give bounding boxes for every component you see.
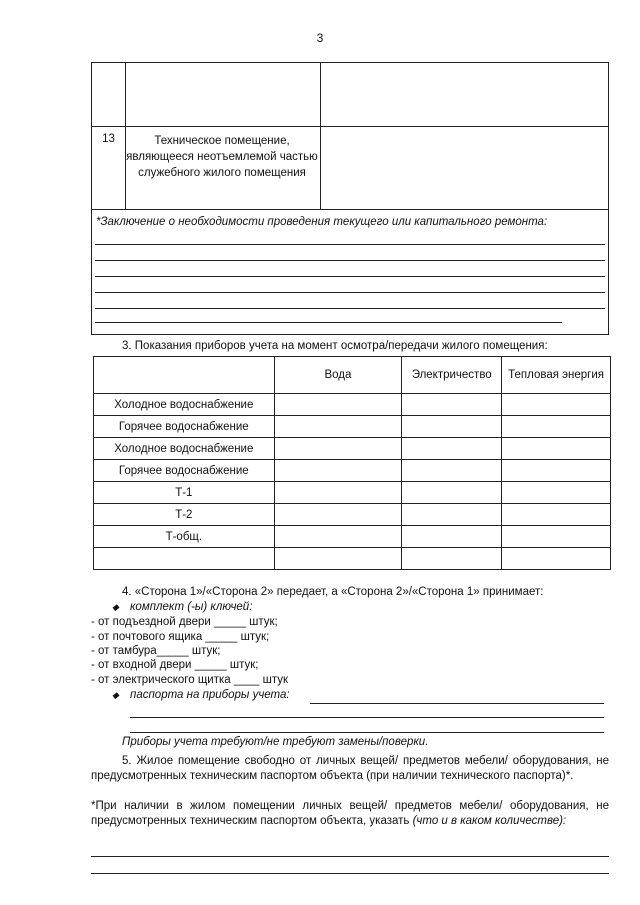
meter-electricity-cell[interactable]	[402, 526, 502, 548]
passports-line[interactable]	[130, 717, 604, 718]
meter-water-cell[interactable]	[274, 438, 402, 460]
key-item: - от тамбура_____ штук;	[91, 645, 221, 657]
conclusion-line[interactable]	[95, 276, 605, 277]
table-row	[94, 482, 611, 504]
meters-table	[93, 356, 611, 570]
conclusion-line[interactable]	[95, 260, 605, 261]
section-5-text: 5. Жилое помещение свободно от личных вещей/ предметов мебели/ оборудования, не предусмотренных техническим паспортом объекта (при наличии технического паспорта)*.	[91, 755, 609, 782]
conclusion-label: *Заключение о необходимости проведения текущего или капитального ремонта:	[96, 216, 548, 228]
meters-header-water: Вода	[274, 357, 402, 394]
meter-water-cell[interactable]	[274, 482, 402, 504]
page-number: 3	[316, 31, 324, 45]
passports-line[interactable]	[310, 703, 604, 704]
conclusion-box	[91, 210, 609, 335]
section-5-note-italic: (что и в каком количестве):	[412, 815, 567, 827]
key-item: - от входной двери _____ штук;	[91, 659, 259, 671]
meter-heat-cell[interactable]	[502, 438, 611, 460]
keys-label-row	[112, 601, 252, 613]
table-row	[94, 548, 611, 570]
meter-electricity-cell[interactable]	[402, 482, 502, 504]
section-5-line[interactable]	[91, 873, 609, 874]
room-number-cell: 13	[102, 133, 115, 145]
meter-electricity-cell[interactable]	[402, 504, 502, 526]
meter-water-cell[interactable]	[274, 526, 402, 548]
rooms-table	[91, 62, 609, 210]
table-row	[94, 416, 611, 438]
table-row	[94, 526, 611, 548]
meter-heat-cell[interactable]	[502, 526, 611, 548]
section-5-line[interactable]	[91, 856, 609, 857]
meter-heat-cell[interactable]	[502, 394, 611, 416]
keys-label: комплект (-ы) ключей:	[130, 601, 253, 613]
conclusion-line[interactable]	[95, 292, 605, 293]
meter-water-cell[interactable]	[274, 394, 402, 416]
section-5-note-text: *При наличии в жилом помещении личных вещей/ предметов мебели/ оборудования, не предусмотренных техническим паспортом объекта, указать	[91, 800, 609, 827]
passports-line[interactable]	[130, 732, 604, 733]
passports-label-row	[112, 689, 290, 701]
table-row	[94, 394, 611, 416]
rooms-table-row-divider	[92, 126, 608, 127]
meter-heat-cell[interactable]	[502, 460, 611, 482]
section-5-note	[91, 799, 609, 829]
section-4-title: 4. «Сторона 1»/«Сторона 2» передает, а «Сторона 2»/«Сторона 1» принимает:	[122, 586, 544, 598]
meter-electricity-cell[interactable]	[402, 460, 502, 482]
diamond-bullet-icon: ◆	[112, 690, 119, 700]
table-row	[94, 460, 611, 482]
conclusion-line[interactable]	[95, 322, 562, 323]
meter-heat-cell[interactable]	[502, 416, 611, 438]
key-item: - от подъездной двери _____ штук;	[91, 616, 278, 628]
meter-electricity-cell[interactable]	[402, 438, 502, 460]
meter-water-cell[interactable]	[274, 548, 402, 570]
meter-heat-cell[interactable]	[502, 548, 611, 570]
meters-header-electricity: Электричество	[402, 357, 502, 394]
meters-header-row	[94, 357, 611, 394]
conclusion-line[interactable]	[95, 244, 605, 245]
meter-row-label: Т-1	[94, 482, 275, 504]
room-name-cell: Техническое помещение, являющееся неотъемлемой частью служебного жилого помещения	[126, 135, 318, 179]
meter-water-cell[interactable]	[274, 504, 402, 526]
rooms-table-divider	[320, 63, 321, 209]
meter-electricity-cell[interactable]	[402, 394, 502, 416]
meter-row-label: Т-2	[94, 504, 275, 526]
meter-electricity-cell[interactable]	[402, 548, 502, 570]
meter-heat-cell[interactable]	[502, 504, 611, 526]
meters-header-heat: Тепловая энергия	[502, 357, 611, 394]
meter-row-label: Горячее водоснабжение	[94, 416, 275, 438]
meter-row-label: Т-общ.	[94, 526, 275, 548]
table-row	[94, 504, 611, 526]
diamond-bullet-icon: ◆	[112, 602, 119, 612]
conclusion-line[interactable]	[95, 308, 605, 309]
meter-heat-cell[interactable]	[502, 482, 611, 504]
meter-row-label: Горячее водоснабжение	[94, 460, 275, 482]
meter-row-label: Холодное водоснабжение	[94, 438, 275, 460]
passports-label: паспорта на приборы учета:	[130, 689, 290, 701]
key-item: - от почтового ящика _____ штук;	[91, 631, 270, 643]
meter-row-label: Холодное водоснабжение	[94, 394, 275, 416]
section-3-title: 3. Показания приборов учета на момент осмотра/передачи жилого помещения:	[122, 340, 548, 352]
meter-water-cell[interactable]	[274, 416, 402, 438]
meter-electricity-cell[interactable]	[402, 416, 502, 438]
meters-header-cell	[94, 357, 275, 394]
meter-row-label	[94, 548, 275, 570]
table-row	[94, 438, 611, 460]
key-item: - от электрического щитка ____ штук	[91, 674, 289, 686]
replacement-note: Приборы учета требуют/не требуют замены/поверки.	[122, 736, 429, 748]
meter-water-cell[interactable]	[274, 460, 402, 482]
